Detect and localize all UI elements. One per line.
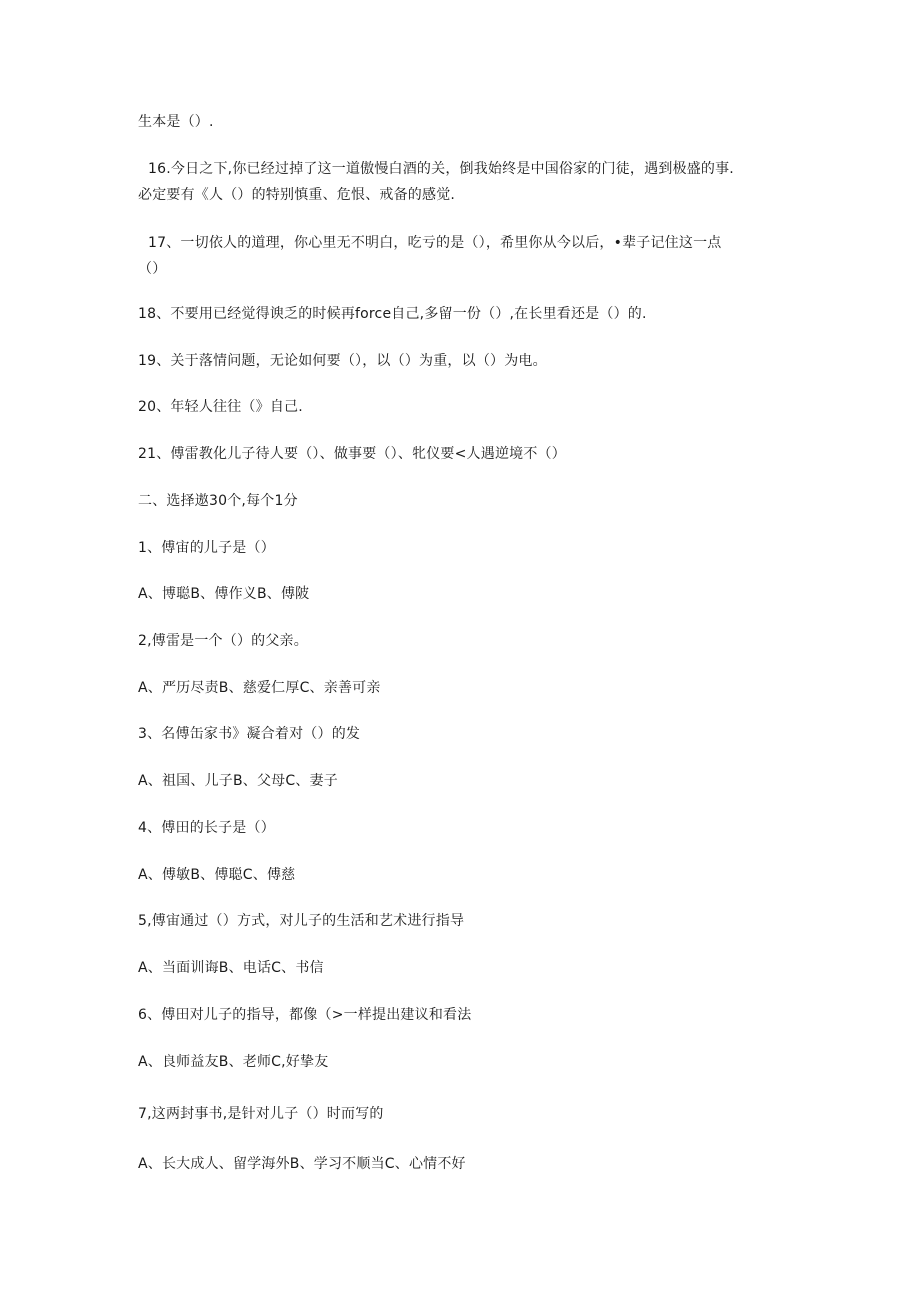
mc-options-7: A、长大成人、留学海外B、学习不顺当C、心情不好 — [138, 1156, 466, 1172]
mc-options-3: A、祖国、儿子B、父母C、妻子 — [138, 773, 338, 789]
question-20: 20、年轻人往往（》自己. — [138, 399, 303, 415]
mc-question-1: 1、傅宙的儿子是（） — [138, 540, 275, 556]
mc-options-4: A、傅敏B、傅聪C、傅慈 — [138, 867, 296, 883]
question-18: 18、不要用已经觉得谀乏的时候再force自己,多留一份（）,在长里看还是（）的. — [138, 306, 647, 322]
mc-question-4: 4、傅田的长子是（） — [138, 820, 275, 836]
mc-options-1: A、博聪B、傅作义B、傅陂 — [138, 586, 310, 602]
question-16-line-2: 必定要有《人（）的特别慎重、危恨、戒备的感觉. — [138, 187, 456, 203]
mc-question-6: 6、傅田对儿子的指导，都像（>一样提出建议和看法 — [138, 1007, 472, 1023]
text-line: 生本是（）. — [138, 114, 214, 130]
mc-question-5: 5,傅宙通过（）方式，对儿子的生活和艺术进行指导 — [138, 913, 465, 929]
mc-options-6: A、良师益友B、老师C,好挚友 — [138, 1054, 329, 1070]
question-16-line-1: 16.今日之下,你已经过掉了这一道傲慢白酒的关，倒我始终是中国俗家的门徒，遇到极盛的事. — [148, 161, 734, 177]
mc-options-5: A、当面训诲B、电话C、书信 — [138, 960, 324, 976]
mc-question-2: 2,傅雷是一个（）的父亲。 — [138, 633, 308, 649]
section-heading: 二、选择遨30个,每个1分 — [138, 493, 298, 509]
question-17-line-2: （） — [138, 261, 167, 277]
mc-question-7: 7,这两封事书,是针对儿子（）时而写的 — [138, 1106, 384, 1122]
question-19: 19、关于落情问题，无论如何要（），以（）为重，以（）为电。 — [138, 353, 547, 369]
mc-options-2: A、严历尽责B、慈爱仁厚C、亲善可亲 — [138, 680, 381, 696]
question-21: 21、傅雷教化儿子待人要（）、做事要（）、牝仪要<人遇逆境不（） — [138, 446, 566, 462]
mc-question-3: 3、名傅缶家书》凝合着对（）的发 — [138, 726, 361, 742]
question-17-line-1: 17、一切依人的道理，你心里无不明白，吃亏的是（），希里你从今以后，•辈子记住这一点 — [148, 235, 722, 251]
